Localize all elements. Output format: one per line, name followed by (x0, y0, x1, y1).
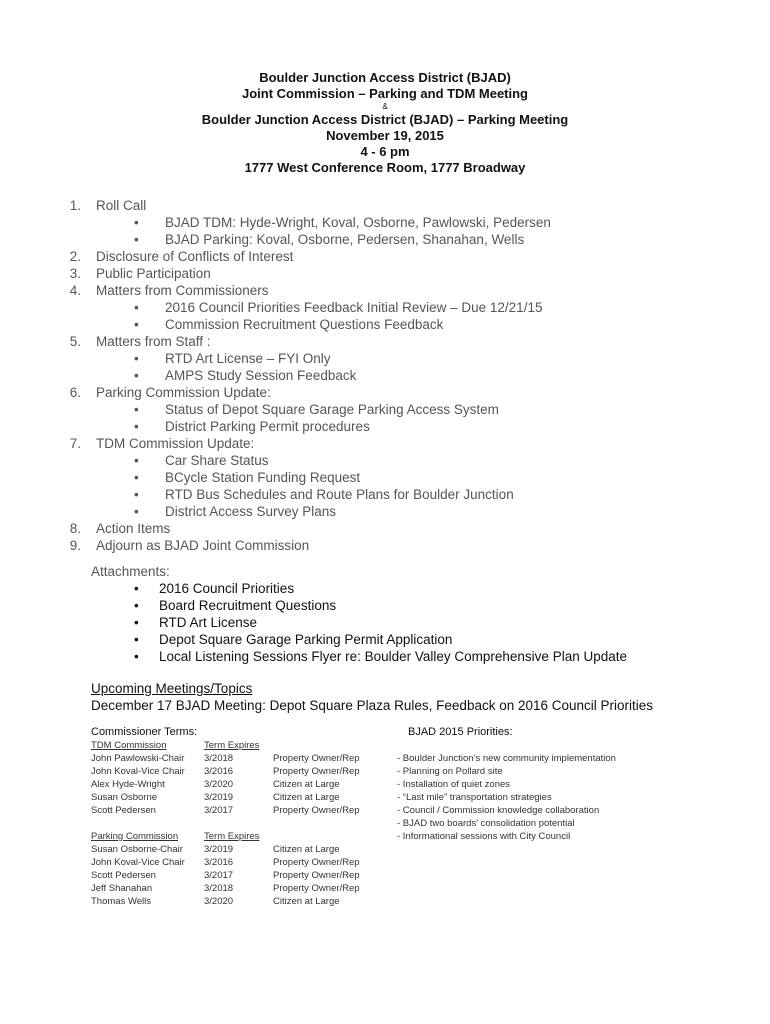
agenda-subitem-text: Commission Recruitment Questions Feedback (165, 317, 444, 332)
agenda-item-text: TDM Commission Update: (96, 436, 255, 451)
agenda-item-number: 5. (69, 334, 81, 349)
commissioner-name: Thomas Wells (91, 896, 152, 907)
agenda-subitem-text: RTD Art License – FYI Only (165, 351, 331, 366)
bullet-icon: • (134, 351, 139, 366)
priorities-title: BJAD 2015 Priorities: (408, 726, 513, 738)
commissioner-name: Alex Hyde-Wright (91, 779, 165, 790)
commissioner-role: Citizen at Large (273, 896, 340, 907)
commissioner-name: John Koval-Vice Chair (91, 766, 185, 777)
term-expires: 3/2018 (204, 883, 234, 894)
agenda-item (0, 537, 770, 554)
terms-row (91, 856, 360, 869)
commission-header: TDM Commission (91, 740, 167, 751)
agenda-subitem (0, 452, 770, 469)
agenda-subitem (0, 214, 770, 231)
priority-item: - “Last mile” transportation strategies (397, 792, 552, 803)
attachment-item-text: 2016 Council Priorities (159, 581, 295, 596)
priority-item: - Boulder Junction’s new community implementation (397, 753, 616, 764)
bullet-icon: • (134, 232, 139, 247)
agenda-subitem-text: RTD Bus Schedules and Route Plans for Boulder Junction (165, 487, 514, 502)
terms-row (91, 895, 340, 908)
attachment-item (0, 597, 770, 614)
priority-item: - Informational sessions with City Council (397, 831, 571, 842)
commissioner-role: Citizen at Large (273, 792, 340, 803)
term-expires: 3/2017 (204, 805, 234, 816)
header-ampersand: & (382, 102, 388, 111)
agenda-item-number: 8. (69, 521, 81, 536)
agenda-subitem-text: Status of Depot Square Garage Parking Access System (165, 402, 499, 417)
bullet-icon: • (134, 598, 139, 613)
meeting-time: 4 - 6 pm (360, 144, 410, 159)
commissioner-name: John Pawlowski-Chair (91, 753, 185, 764)
terms-row (91, 791, 340, 804)
spacer (91, 817, 197, 830)
commissioner-role: Citizen at Large (273, 844, 340, 855)
commissioner-role: Citizen at Large (273, 779, 340, 790)
bullet-icon: • (134, 504, 139, 519)
agenda-item-number: 9. (69, 538, 81, 553)
term-expires: 3/2020 (204, 779, 234, 790)
commissioner-terms (91, 725, 360, 908)
commissioner-name: Scott Pedersen (91, 805, 156, 816)
agenda-item-number: 2. (69, 249, 81, 264)
agenda-item-text: Roll Call (96, 198, 147, 213)
header-line-2: Joint Commission – Parking and TDM Meeting (241, 86, 529, 101)
attachments-section (0, 563, 770, 665)
term-expires-header: Term Expires (204, 740, 260, 751)
agenda-item-text: Matters from Commissioners (96, 283, 269, 298)
commissioner-role: Property Owner/Rep (273, 857, 360, 868)
attachment-item (0, 614, 770, 631)
commissioner-name: Susan Osborne-Chair (91, 844, 183, 855)
commissioner-name: Susan Osborne (91, 792, 158, 803)
bullet-icon: • (134, 419, 139, 434)
header-line-1: Boulder Junction Access District (BJAD) (259, 70, 511, 85)
upcoming-text: December 17 BJAD Meeting: Depot Square Plaza Rules, Feedback on 2016 Council Priorities (91, 698, 654, 713)
agenda-subitem (0, 486, 770, 503)
attachment-item (0, 580, 770, 597)
agenda-item (0, 435, 770, 452)
agenda-item (0, 197, 770, 214)
agenda-subitem (0, 503, 770, 520)
commissioner-name: Jeff Shanahan (91, 883, 153, 894)
agenda-subitem (0, 299, 770, 316)
terms-header-row (91, 830, 260, 843)
agenda-item-text: Matters from Staff : (96, 334, 211, 349)
agenda-item-number: 7. (69, 436, 81, 451)
agenda-item (0, 282, 770, 299)
agenda-subitem-text: District Access Survey Plans (165, 504, 337, 519)
agenda-item (0, 520, 770, 537)
spacer (397, 739, 616, 752)
agenda-subitem (0, 231, 770, 248)
attachment-item-text: Local Listening Sessions Flyer re: Boulder Valley Comprehensive Plan Update (159, 649, 627, 664)
bullet-icon: • (134, 632, 139, 647)
agenda-item-text: Public Participation (96, 266, 211, 281)
agenda-item-text: Disclosure of Conflicts of Interest (96, 249, 294, 264)
priorities-section (397, 725, 616, 843)
attachment-item-text: RTD Art License (159, 615, 258, 630)
agenda-subitem-text: District Parking Permit procedures (165, 419, 370, 434)
term-expires: 3/2016 (204, 857, 234, 868)
agenda-item-text: Adjourn as BJAD Joint Commission (96, 538, 310, 553)
commissioner-name: John Koval-Vice Chair (91, 857, 185, 868)
commissioner-role: Property Owner/Rep (273, 805, 360, 816)
bullet-icon: • (134, 649, 139, 664)
attachment-item-text: Board Recruitment Questions (159, 598, 337, 613)
agenda-subitem (0, 418, 770, 435)
attachment-item (0, 648, 770, 665)
terms-row (91, 765, 360, 778)
agenda-subitem-text: BJAD Parking: Koval, Osborne, Pedersen, Shanahan, Wells (165, 232, 525, 247)
term-expires: 3/2019 (204, 844, 234, 855)
bullet-icon: • (134, 215, 139, 230)
agenda-subitem (0, 350, 770, 367)
bullet-icon: • (134, 453, 139, 468)
commissioner-role: Property Owner/Rep (273, 753, 360, 764)
agenda-item (0, 333, 770, 350)
term-expires-header: Term Expires (204, 831, 260, 842)
bullet-icon: • (134, 615, 139, 630)
agenda-item-text: Parking Commission Update: (96, 385, 271, 400)
bullet-icon: • (134, 470, 139, 485)
agenda-item-number: 3. (69, 266, 81, 281)
meeting-date: November 19, 2015 (326, 128, 444, 143)
attachment-item (0, 631, 770, 648)
agenda-subitem (0, 469, 770, 486)
upcoming-title: Upcoming Meetings/Topics (91, 681, 253, 696)
commissioner-role: Property Owner/Rep (273, 870, 360, 881)
agenda-subitem-text: AMPS Study Session Feedback (165, 368, 357, 383)
attachment-item-text: Depot Square Garage Parking Permit Application (159, 632, 453, 647)
agenda-subitem-text: BCycle Station Funding Request (165, 470, 361, 485)
agenda-subitem-text: 2016 Council Priorities Feedback Initial Review – Due 12/21/15 (165, 300, 543, 315)
agenda-item-number: 6. (69, 385, 81, 400)
term-expires: 3/2017 (204, 870, 234, 881)
agenda-item (0, 248, 770, 265)
priority-item: - BJAD two boards’ consolidation potential (397, 818, 575, 829)
bullet-icon: • (134, 487, 139, 502)
meeting-location: 1777 West Conference Room, 1777 Broadway (244, 160, 526, 175)
agenda-subitem (0, 316, 770, 333)
commission-header: Parking Commission (91, 831, 179, 842)
priority-item: - Installation of quiet zones (397, 779, 511, 790)
terms-row (91, 843, 340, 856)
terms-row (91, 882, 360, 895)
priority-item: - Planning on Pollard site (397, 766, 503, 777)
agenda-subitem (0, 367, 770, 384)
agenda-item-number: 1. (69, 198, 81, 213)
bullet-icon: • (134, 581, 139, 596)
terms-row (91, 778, 340, 791)
document-header (0, 70, 770, 176)
agenda-item (0, 265, 770, 282)
agenda-subitem-text: BJAD TDM: Hyde-Wright, Koval, Osborne, Pawlowski, Pedersen (165, 215, 551, 230)
term-expires: 3/2020 (204, 896, 234, 907)
agenda-list (0, 197, 770, 554)
bullet-icon: • (134, 300, 139, 315)
commissioner-role: Property Owner/Rep (273, 766, 360, 777)
commissioner-name: Scott Pedersen (91, 870, 156, 881)
priority-item: - Council / Commission knowledge collaboration (397, 805, 600, 816)
agenda-subitem-text: Car Share Status (165, 453, 269, 468)
header-line-3: Boulder Junction Access District (BJAD) – Parking Meeting (201, 112, 569, 127)
term-expires: 3/2016 (204, 766, 234, 777)
agenda-item-number: 4. (69, 283, 81, 298)
terms-row (91, 804, 360, 817)
agenda-item-text: Action Items (96, 521, 171, 536)
agenda-subitem (0, 401, 770, 418)
attachments-title: Attachments: (91, 564, 170, 579)
terms-title: Commissioner Terms: (91, 726, 198, 738)
terms-row (91, 752, 360, 765)
commissioner-role: Property Owner/Rep (273, 883, 360, 894)
agenda-item (0, 384, 770, 401)
upcoming-section (91, 680, 653, 714)
terms-header-row (91, 739, 260, 752)
bullet-icon: • (134, 317, 139, 332)
term-expires: 3/2019 (204, 792, 234, 803)
term-expires: 3/2018 (204, 753, 234, 764)
bullet-icon: • (134, 402, 139, 417)
terms-row (91, 869, 360, 882)
bullet-icon: • (134, 368, 139, 383)
